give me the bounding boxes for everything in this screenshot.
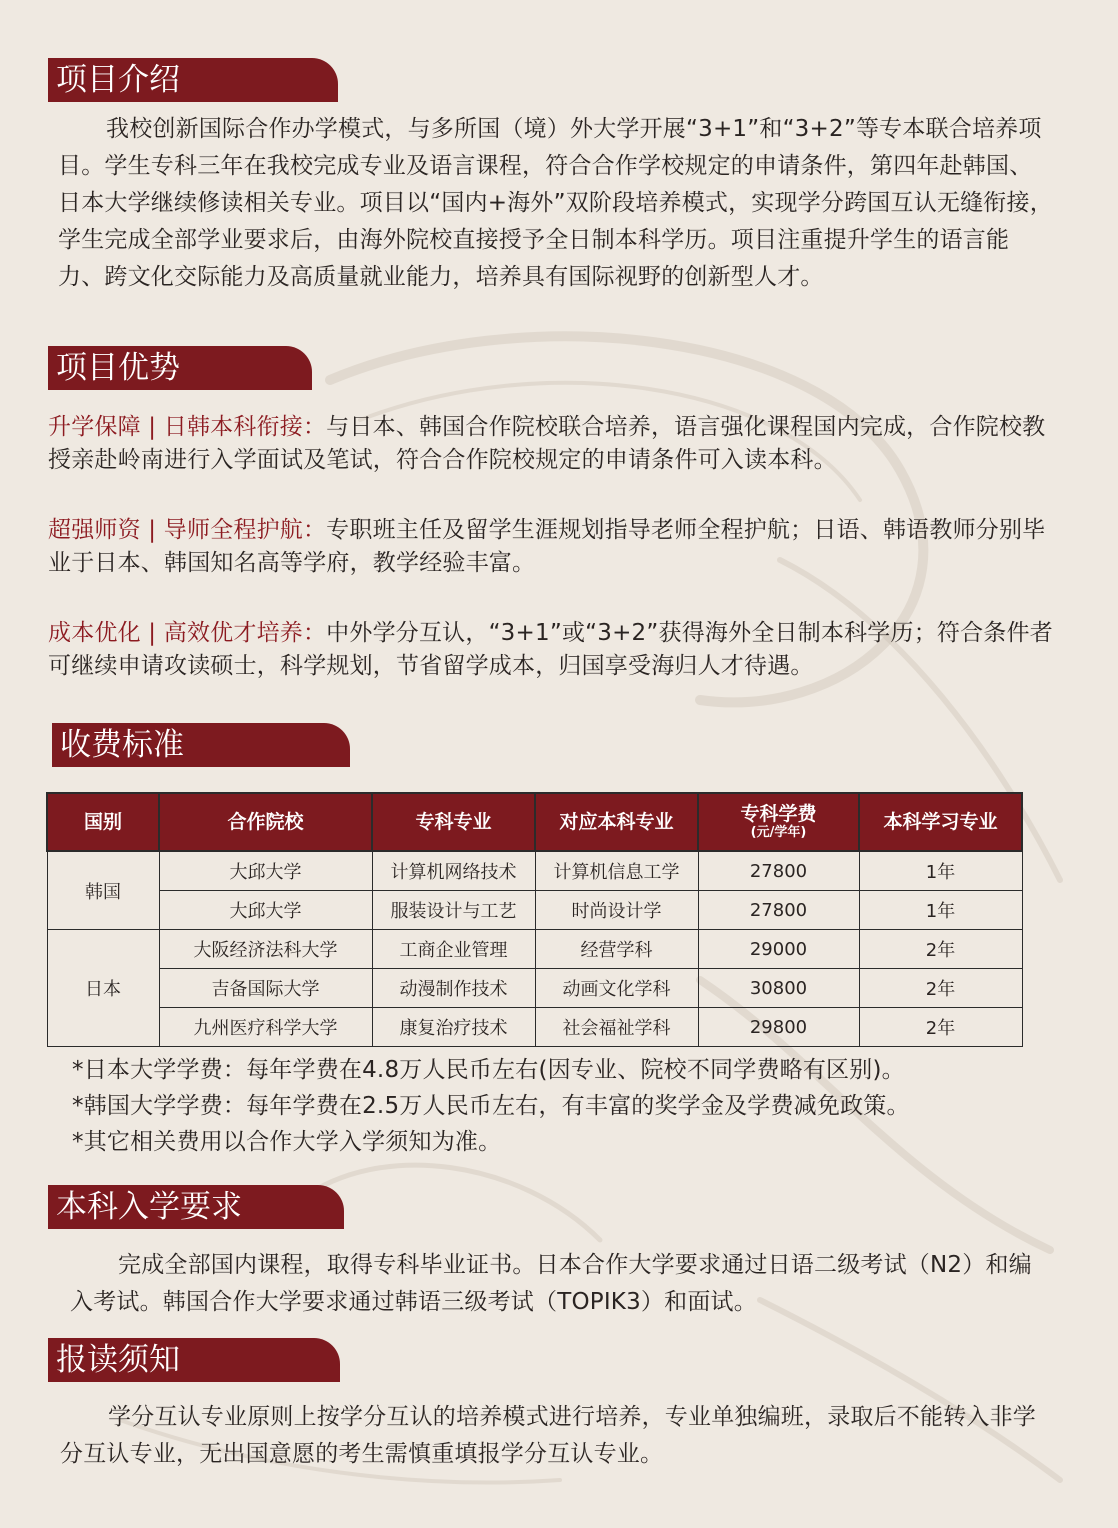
college-major-cell: 计算机网络技术 bbox=[372, 851, 535, 891]
bachelor-major-cell: 经营学科 bbox=[535, 930, 698, 969]
advantage-text: 中外学分互认，“3+1”或“3+2”获得海外全日制本科学历；符合条件者可继续申请攻读硕士，科学规划，节省留学成本，归国享受海归人才待遇。 bbox=[48, 620, 1053, 679]
school-cell: 吉备国际大学 bbox=[159, 969, 372, 1008]
bachelor-major-cell: 计算机信息工学 bbox=[535, 851, 698, 891]
school-cell: 大邱大学 bbox=[159, 891, 372, 930]
table-row bbox=[47, 930, 1022, 969]
advantage-heading: 升学保障 | 日韩本科衔接： bbox=[48, 414, 327, 440]
section-title: 项目优势 bbox=[56, 350, 180, 386]
school-cell: 九州医疗科学大学 bbox=[159, 1008, 372, 1047]
college-major-cell: 康复治疗技术 bbox=[372, 1008, 535, 1047]
section-title: 报读须知 bbox=[56, 1342, 180, 1378]
section-header-requirements bbox=[48, 1185, 344, 1229]
college-major-cell: 动漫制作技术 bbox=[372, 969, 535, 1008]
table-row bbox=[47, 891, 1022, 930]
advantage-text: 与日本、韩国合作院校联合培养，语言强化课程国内完成，合作院校教授亲赴岭南进行入学面试及笔试，符合合作院校规定的申请条件可入读本科。 bbox=[48, 414, 1046, 473]
fee-note: *韩国大学学费：每年学费在2.5万人民币左右，有丰富的奖学金及学费减免政策。 bbox=[72, 1093, 910, 1119]
table-header-row bbox=[47, 793, 1022, 851]
college-major-cell: 工商企业管理 bbox=[372, 930, 535, 969]
section-title: 项目介绍 bbox=[56, 62, 180, 98]
table-row bbox=[47, 1008, 1022, 1047]
tuition-unit: (元/学年) bbox=[750, 825, 807, 840]
duration-cell: 2年 bbox=[859, 969, 1022, 1008]
duration-cell: 1年 bbox=[859, 891, 1022, 930]
intro-paragraph: 我校创新国际合作办学模式，与多所国（境）外大学开展“3+1”和“3+2”等专本联合培养项目。学生专科三年在我校完成专业及语言课程，符合合作学校规定的申请条件，第四年赴韩国、日本大学继续修读相关专业。项目以“国内+海外”双阶段培养模式，实现学分跨国互认无缝衔接，学生完成全部学业要求后，由海外院校直接授予全日制本科学历。项目注重提升学生的语言能力、跨文化交际能力及高质量就业能力，培养具有国际视野的创新型人才。 bbox=[58, 116, 1053, 290]
table-row bbox=[47, 851, 1022, 891]
advantage-item bbox=[48, 411, 1060, 477]
advantage-heading: 成本优化 | 高效优才培养： bbox=[48, 620, 327, 646]
col-header-country: 国别 bbox=[47, 793, 159, 851]
fee-notes bbox=[72, 1052, 1072, 1160]
country-cell: 韩国 bbox=[47, 851, 159, 930]
table-row bbox=[47, 969, 1022, 1008]
bachelor-major-cell: 动画文化学科 bbox=[535, 969, 698, 1008]
col-header-study-duration: 本科学习专业 bbox=[859, 793, 1022, 851]
col-header-school: 合作院校 bbox=[159, 793, 372, 851]
tuition-cell: 27800 bbox=[698, 891, 859, 930]
advantage-text: 专职班主任及留学生涯规划指导老师全程护航；日语、韩语教师分别毕业于日本、韩国知名高等学府，教学经验丰富。 bbox=[48, 517, 1046, 576]
duration-cell: 1年 bbox=[859, 851, 1022, 891]
section-header-notice bbox=[48, 1338, 340, 1382]
advantage-heading: 超强师资 | 导师全程护航： bbox=[48, 517, 327, 543]
advantage-item bbox=[48, 617, 1060, 683]
tuition-cell: 29000 bbox=[698, 930, 859, 969]
section-title: 本科入学要求 bbox=[56, 1189, 242, 1225]
section-header-fees bbox=[52, 723, 350, 767]
fee-note: *日本大学学费：每年学费在4.8万人民币左右(因专业、院校不同学费略有区别)。 bbox=[72, 1057, 905, 1083]
notice-paragraph: 学分互认专业原则上按学分互认的培养模式进行培养，专业单独编班，录取后不能转入非学分互认专业，无出国意愿的考生需慎重填报学分互认专业。 bbox=[60, 1404, 1036, 1467]
bachelor-major-cell: 时尚设计学 bbox=[535, 891, 698, 930]
college-major-cell: 服装设计与工艺 bbox=[372, 891, 535, 930]
advantage-item bbox=[48, 514, 1060, 580]
fee-table bbox=[46, 792, 1023, 1047]
duration-cell: 2年 bbox=[859, 1008, 1022, 1047]
section-header-intro bbox=[48, 58, 338, 102]
fee-note: *其它相关费用以合作大学入学须知为准。 bbox=[72, 1129, 502, 1155]
bachelor-major-cell: 社会福祉学科 bbox=[535, 1008, 698, 1047]
col-header-college-major: 专科专业 bbox=[372, 793, 535, 851]
tuition-cell: 27800 bbox=[698, 851, 859, 891]
section-title: 收费标准 bbox=[60, 727, 184, 763]
duration-cell: 2年 bbox=[859, 930, 1022, 969]
tuition-cell: 30800 bbox=[698, 969, 859, 1008]
tuition-label: 专科学费 bbox=[740, 803, 817, 825]
requirements-paragraph: 完成全部国内课程，取得专科毕业证书。日本合作大学要求通过日语二级考试（N2）和编入考试。韩国合作大学要求通过韩语三级考试（TOPIK3）和面试。 bbox=[70, 1252, 1032, 1315]
school-cell: 大邱大学 bbox=[159, 851, 372, 891]
section-header-advantages bbox=[48, 346, 312, 390]
tuition-cell: 29800 bbox=[698, 1008, 859, 1047]
country-cell: 日本 bbox=[47, 930, 159, 1047]
col-header-tuition bbox=[698, 793, 859, 851]
school-cell: 大阪经济法科大学 bbox=[159, 930, 372, 969]
col-header-bachelor-major: 对应本科专业 bbox=[535, 793, 698, 851]
